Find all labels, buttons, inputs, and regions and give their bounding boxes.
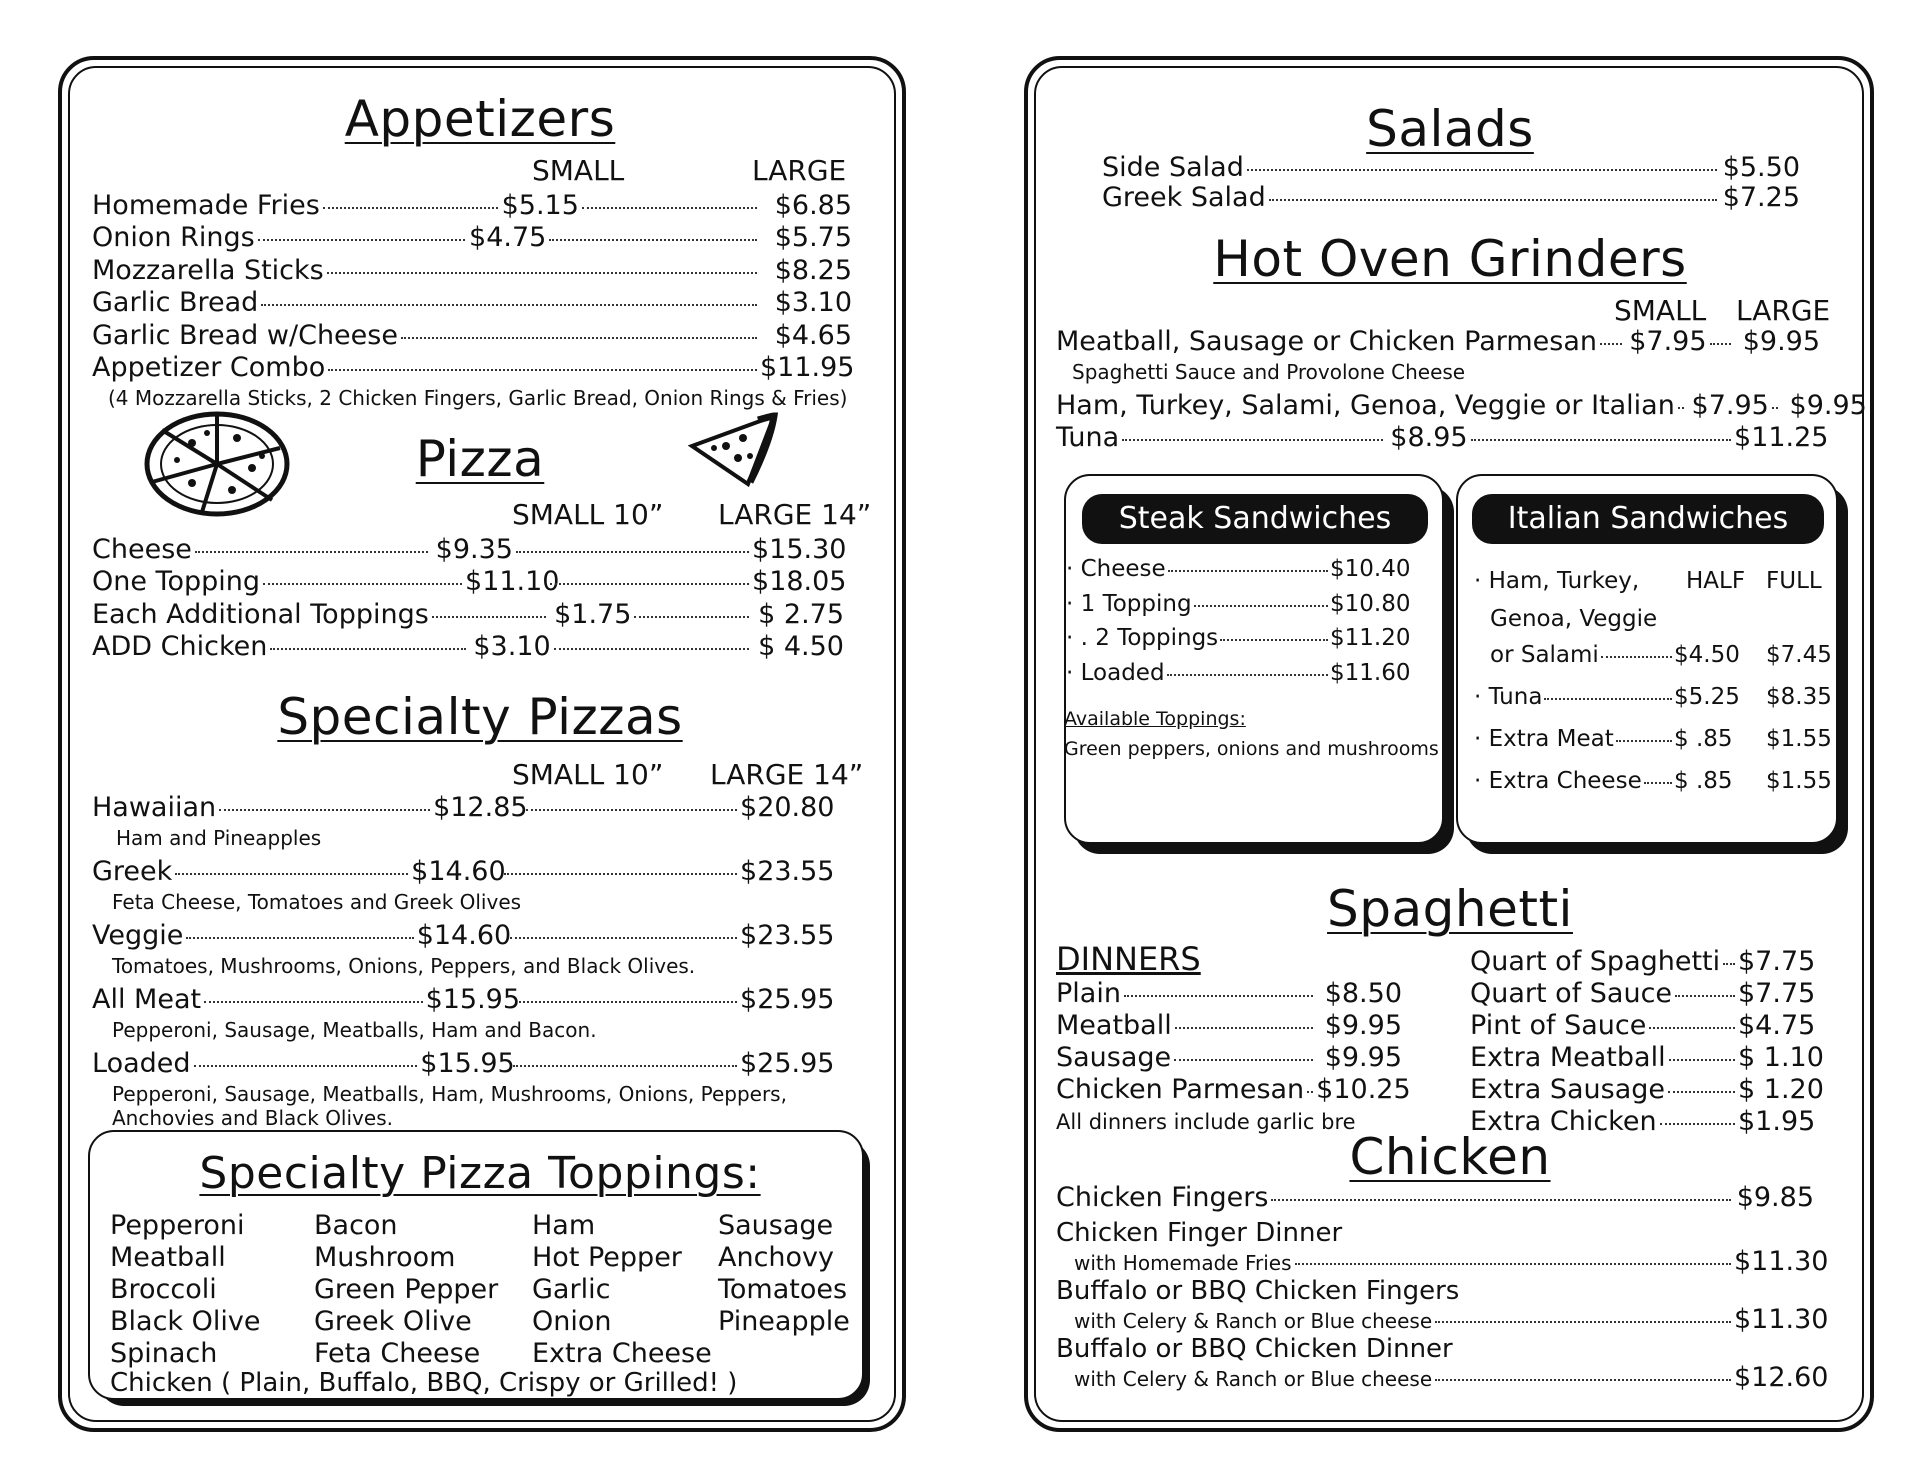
pizza-col-small: SMALL 10” (512, 498, 664, 531)
dot-leader (186, 937, 413, 939)
item-name: · Extra Meat (1474, 726, 1614, 752)
topping-item: Greek Olive (314, 1306, 472, 1337)
specialty-desc: Feta Cheese, Tomatoes and Greek Olives (112, 890, 522, 914)
item-name: with Celery & Ranch or Blue cheese (1074, 1309, 1433, 1333)
item-name: · . 2 Toppings (1066, 625, 1219, 651)
topping-item: Spinach (110, 1338, 218, 1369)
topping-item: Tomatoes (718, 1274, 848, 1305)
price-large: $23.55 (740, 856, 835, 887)
topping-item: Onion (532, 1306, 612, 1337)
dot-leader (510, 937, 737, 939)
specialty-title: Specialty Pizzas (277, 688, 683, 746)
appetizer-row (92, 352, 855, 384)
topping-item: Anchovy (718, 1242, 835, 1273)
dot-leader (1124, 995, 1313, 997)
dot-leader (1168, 570, 1328, 572)
price-small: $7.95 (1629, 326, 1707, 357)
price-large: $ 4.50 (758, 631, 844, 663)
price-large: $25.95 (740, 984, 835, 1015)
dot-leader (526, 809, 737, 811)
price-large: $6.85 (774, 190, 853, 221)
italian-title: Italian Sandwiches (1472, 494, 1824, 544)
chicken-item-name: Buffalo or BBQ Chicken Dinner (1056, 1334, 1453, 1364)
item-name: Meatball (1056, 1010, 1172, 1041)
topping-item: Ham (532, 1210, 596, 1241)
appetizer-row (92, 255, 852, 287)
price-large: $9.95 (1324, 1010, 1402, 1041)
price-small: $12.85 (433, 792, 528, 823)
price-large: $25.95 (740, 1048, 835, 1079)
dot-leader (219, 809, 430, 811)
salads-title: Salads (1366, 100, 1534, 158)
steak-row (1066, 625, 1410, 651)
dot-leader (1122, 439, 1382, 441)
price-large: $20.80 (740, 792, 835, 823)
specialty-desc: Pepperoni, Sausage, Meatballs, Ham, Mushrooms, Onions, Peppers, (112, 1082, 787, 1106)
toppings-title: Specialty Pizza Toppings: (199, 1148, 761, 1199)
dinner-row (1056, 1010, 1402, 1042)
dot-leader (323, 207, 498, 209)
appetizer-row (92, 190, 852, 222)
dot-leader (1271, 1199, 1731, 1201)
price-small: $14.60 (416, 920, 512, 951)
price-small: $4.75 (469, 222, 547, 254)
price-small: $15.95 (425, 984, 521, 1015)
price-large: $ 1.20 (1738, 1074, 1824, 1105)
price-large: $11.60 (1330, 659, 1411, 686)
salad-row (1102, 152, 1800, 184)
appetizer-row (92, 222, 852, 254)
dot-leader (432, 616, 547, 618)
price-small: $11.10 (465, 566, 560, 598)
spaghetti-dinners-note: All dinners include garlic bre (1056, 1110, 1356, 1134)
item-name: Tuna (1056, 422, 1120, 453)
italian-row (1474, 768, 1740, 794)
item-name: Greek (92, 856, 173, 887)
dot-leader (1435, 1379, 1731, 1381)
extra-row (1470, 1010, 1816, 1042)
appetizer-combo-note: (4 Mozzarella Sticks, 2 Chicken Fingers, Garlic Bread, Onion Rings & Fries) (108, 386, 848, 410)
grinders-col-large: LARGE (1736, 294, 1831, 327)
price-large: $11.25 (1734, 422, 1829, 453)
steak-row (1066, 556, 1410, 582)
price-large: $11.95 (760, 352, 855, 383)
item-name: Onion Rings (92, 222, 255, 254)
topping-item: Broccoli (110, 1274, 217, 1305)
specialty-col-small: SMALL 10” (512, 758, 664, 791)
steak-row (1066, 660, 1410, 686)
extra-row (1470, 978, 1816, 1010)
specialty-row (92, 984, 835, 1016)
dot-leader (1175, 1027, 1313, 1029)
appetizers-col-large: LARGE (752, 154, 847, 187)
specialty-desc: Pepperoni, Sausage, Meatballs, Ham and Bacon. (112, 1018, 597, 1042)
specialty-col-large: LARGE 14” (710, 758, 864, 791)
item-name: · Extra Cheese (1474, 768, 1642, 794)
item-name: Mozzarella Sticks (92, 254, 324, 286)
price-large: $10.25 (1316, 1074, 1411, 1105)
whole-pizza-icon (142, 408, 292, 520)
price-large: $15.30 (752, 534, 847, 565)
pizza-row (92, 566, 847, 598)
price-large: $3.10 (774, 287, 852, 319)
dot-leader (270, 648, 465, 650)
topping-item: Pineapple (718, 1306, 850, 1337)
grinder-row (1056, 326, 1820, 358)
appetizers-col-small: SMALL (532, 154, 625, 187)
price-small: $8.95 (1390, 422, 1468, 453)
price-large: $1.95 (1738, 1106, 1816, 1137)
dot-leader (1601, 656, 1672, 658)
dot-leader (1710, 343, 1732, 345)
item-name: Chicken Parmesan (1056, 1074, 1305, 1105)
appetizer-row (92, 287, 852, 319)
italian-first-line1: · Ham, Turkey, (1474, 568, 1640, 594)
dot-leader (1435, 1321, 1731, 1323)
salad-row (1102, 182, 1800, 214)
topping-item: Bacon (314, 1210, 398, 1241)
dot-leader (1220, 639, 1328, 641)
italian-full-price: $1.55 (1766, 726, 1832, 752)
pizza-slice-icon (688, 412, 780, 488)
grinders-col-small: SMALL (1614, 294, 1707, 327)
pizza-row (92, 534, 847, 566)
dot-leader (204, 1001, 422, 1003)
price-large: $5.75 (774, 222, 853, 254)
italian-full-price: $7.45 (1766, 642, 1832, 668)
specialty-row (92, 792, 835, 824)
price-large: $9.95 (1324, 1042, 1402, 1073)
dot-leader (1669, 1059, 1735, 1061)
dot-leader (1723, 963, 1735, 965)
italian-col-full: FULL (1766, 568, 1822, 594)
item-name: Quart of Spaghetti (1470, 946, 1721, 977)
price-large: $11.20 (1330, 625, 1411, 651)
steak-toppings-label: Available Toppings: (1064, 708, 1246, 730)
item-name: Side Salad (1102, 152, 1244, 183)
dot-leader (550, 583, 749, 585)
price-small: $15.95 (420, 1048, 515, 1079)
item-name: Meatball, Sausage or Chicken Parmesan (1056, 326, 1598, 357)
topping-item: Black Olive (110, 1306, 261, 1337)
item-name: · Tuna (1474, 684, 1543, 710)
item-name: Extra Chicken (1470, 1106, 1657, 1137)
item-name: Ham, Turkey, Salami, Genoa, Veggie or Italian (1056, 390, 1675, 421)
item-name: Pint of Sauce (1470, 1010, 1647, 1041)
price-large: $9.85 (1736, 1182, 1814, 1213)
topping-item: Sausage (718, 1210, 834, 1241)
topping-item: Green Pepper (314, 1274, 499, 1305)
extra-row (1470, 1074, 1824, 1106)
price-large: $ .85 (1674, 768, 1733, 794)
dot-leader (1644, 782, 1672, 784)
dot-leader (401, 337, 757, 339)
item-name: Hawaiian (92, 792, 217, 823)
chicken-item-name: Buffalo or BBQ Chicken Fingers (1056, 1276, 1460, 1306)
item-name: Loaded (92, 1048, 191, 1079)
pizza-title: Pizza (415, 430, 545, 488)
specialty-desc-cont: Anchovies and Black Olives. (112, 1106, 393, 1130)
grinder-row (1056, 390, 1867, 422)
price-small: $5.15 (501, 190, 579, 221)
dot-leader (1544, 698, 1672, 700)
italian-line2: Genoa, Veggie (1490, 606, 1658, 632)
steak-toppings-text: Green peppers, onions and mushrooms (1064, 738, 1439, 760)
italian-full-price: $1.55 (1766, 768, 1832, 794)
dot-leader (263, 583, 462, 585)
item-name: All Meat (92, 984, 202, 1015)
price-large: $12.60 (1734, 1362, 1829, 1393)
dot-leader (1600, 343, 1622, 345)
price-small: $14.60 (411, 856, 506, 887)
pizza-row (92, 631, 844, 663)
specialty-row (92, 1048, 835, 1080)
specialty-desc: Tomatoes, Mushrooms, Onions, Peppers, and Black Olives. (112, 954, 696, 978)
specialty-row (92, 920, 835, 952)
item-name: Garlic Bread w/Cheese (92, 319, 398, 351)
dot-leader (519, 1001, 737, 1003)
appetizers-title: Appetizers (344, 90, 616, 148)
dot-leader (549, 239, 757, 241)
price-small: $1.75 (554, 598, 632, 630)
dot-leader (1668, 1091, 1735, 1093)
price-large: $23.55 (740, 920, 835, 951)
dot-leader (1471, 439, 1731, 441)
item-name: Greek Salad (1102, 182, 1266, 213)
item-name: · Cheese (1066, 556, 1166, 582)
dot-leader (1269, 199, 1717, 201)
dot-leader (175, 873, 408, 875)
price-large: $4.65 (774, 319, 852, 351)
price-large: $8.25 (774, 254, 852, 286)
price-large: $5.25 (1674, 684, 1740, 710)
topping-item: Hot Pepper (532, 1242, 682, 1273)
dot-leader (513, 1065, 737, 1067)
price-large: $9.95 (1789, 390, 1867, 421)
item-name: Veggie (92, 920, 184, 951)
price-large: $ .85 (1674, 726, 1733, 752)
item-name: Quart of Sauce (1470, 978, 1673, 1009)
item-name: Cheese (92, 534, 192, 565)
chicken-row (1074, 1362, 1829, 1394)
item-name: Homemade Fries (92, 190, 320, 221)
dot-leader (1772, 407, 1778, 409)
price-small: $7.95 (1691, 390, 1769, 421)
dot-leader (1307, 1091, 1313, 1093)
dot-leader (634, 616, 749, 618)
appetizer-row (92, 320, 852, 352)
dot-leader (258, 239, 466, 241)
dot-leader (195, 551, 428, 553)
topping-item: Meatball (110, 1242, 226, 1273)
item-name: or Salami (1490, 642, 1599, 668)
item-name: Extra Meatball (1470, 1042, 1666, 1073)
dot-leader (1616, 740, 1672, 742)
price-large: $10.40 (1330, 556, 1411, 582)
price-large: $ 2.75 (758, 598, 845, 630)
dot-leader (1649, 1027, 1735, 1029)
price-small: $9.35 (435, 534, 513, 565)
dot-leader (1174, 1059, 1313, 1061)
topping-item: Mushroom (314, 1242, 456, 1273)
topping-item: Garlic (532, 1274, 611, 1305)
item-name: · 1 Topping (1066, 590, 1192, 617)
price-large: $8.50 (1324, 978, 1402, 1009)
item-name: ADD Chicken (92, 631, 268, 663)
price-large: $4.50 (1674, 642, 1740, 668)
topping-item: Feta Cheese (314, 1338, 481, 1369)
specialty-row (92, 856, 835, 888)
chicken-title: Chicken (1349, 1128, 1551, 1186)
price-large: $4.75 (1738, 1010, 1816, 1041)
dot-leader (1247, 169, 1717, 171)
dot-leader (1660, 1123, 1735, 1125)
dot-leader (516, 551, 749, 553)
dot-leader (1678, 407, 1684, 409)
price-large: $ 1.10 (1738, 1042, 1824, 1073)
chicken-row (1074, 1304, 1829, 1336)
extra-row (1470, 946, 1816, 978)
steak-row (1066, 591, 1410, 617)
italian-col-half: HALF (1686, 568, 1746, 594)
dot-leader (327, 272, 757, 274)
chicken-row (1056, 1182, 1814, 1214)
price-large: $7.75 (1738, 978, 1816, 1009)
chicken-row (1074, 1246, 1829, 1278)
pizza-col-large: LARGE 14” (718, 498, 872, 531)
dot-leader (554, 648, 749, 650)
italian-full-price: $8.35 (1766, 684, 1832, 710)
dot-leader (1194, 605, 1328, 607)
spaghetti-title: Spaghetti (1327, 880, 1573, 938)
item-name: · Loaded (1066, 659, 1165, 686)
item-name: with Homemade Fries (1074, 1251, 1292, 1275)
price-large: $11.30 (1734, 1246, 1829, 1277)
dot-leader (261, 304, 757, 306)
price-large: $10.80 (1330, 590, 1411, 617)
dinner-row (1056, 1074, 1411, 1106)
topping-item: Pepperoni (110, 1210, 245, 1241)
specialty-desc: Ham and Pineapples (116, 826, 322, 850)
dot-leader (194, 1065, 418, 1067)
item-name: One Topping (92, 566, 261, 598)
price-large: $9.95 (1742, 326, 1821, 357)
item-name: Chicken Fingers (1056, 1182, 1269, 1213)
item-name: Extra Sausage (1470, 1074, 1666, 1105)
item-name: Sausage (1056, 1042, 1172, 1073)
italian-row (1474, 726, 1740, 752)
price-large: $5.50 (1722, 152, 1800, 183)
item-name: with Celery & Ranch or Blue cheese (1074, 1367, 1433, 1391)
grinders-title: Hot Oven Grinders (1213, 230, 1687, 288)
grinder-desc: Spaghetti Sauce and Provolone Cheese (1072, 360, 1466, 384)
price-small: $3.10 (473, 631, 551, 663)
chicken-item-name: Chicken Finger Dinner (1056, 1218, 1343, 1248)
dot-leader (328, 369, 757, 371)
dot-leader (582, 207, 757, 209)
italian-line1 (1474, 568, 1814, 594)
dinner-row (1056, 978, 1402, 1010)
dot-leader (1167, 674, 1328, 676)
item-name: Each Additional Toppings (92, 598, 429, 630)
price-large: $7.25 (1722, 182, 1800, 213)
grinder-row (1056, 422, 1829, 454)
italian-row (1490, 642, 1740, 668)
dot-leader (504, 873, 737, 875)
price-large: $7.75 (1738, 946, 1816, 977)
toppings-chicken: Chicken ( Plain, Buffalo, BBQ, Crispy or Grilled! ) (110, 1368, 738, 1398)
pizza-row (92, 599, 844, 631)
item-name: Garlic Bread (92, 287, 259, 319)
item-name: Appetizer Combo (92, 352, 326, 383)
price-large: $18.05 (752, 566, 847, 598)
extra-row (1470, 1042, 1824, 1074)
spaghetti-dinners-label: DINNERS (1056, 940, 1201, 978)
dot-leader (1295, 1263, 1732, 1265)
dinner-row (1056, 1042, 1402, 1074)
steak-title: Steak Sandwiches (1082, 494, 1428, 544)
topping-item: Extra Cheese (532, 1338, 712, 1369)
dot-leader (1675, 995, 1735, 997)
italian-row (1474, 684, 1740, 710)
price-large: $11.30 (1734, 1304, 1829, 1335)
item-name: Plain (1056, 978, 1121, 1009)
